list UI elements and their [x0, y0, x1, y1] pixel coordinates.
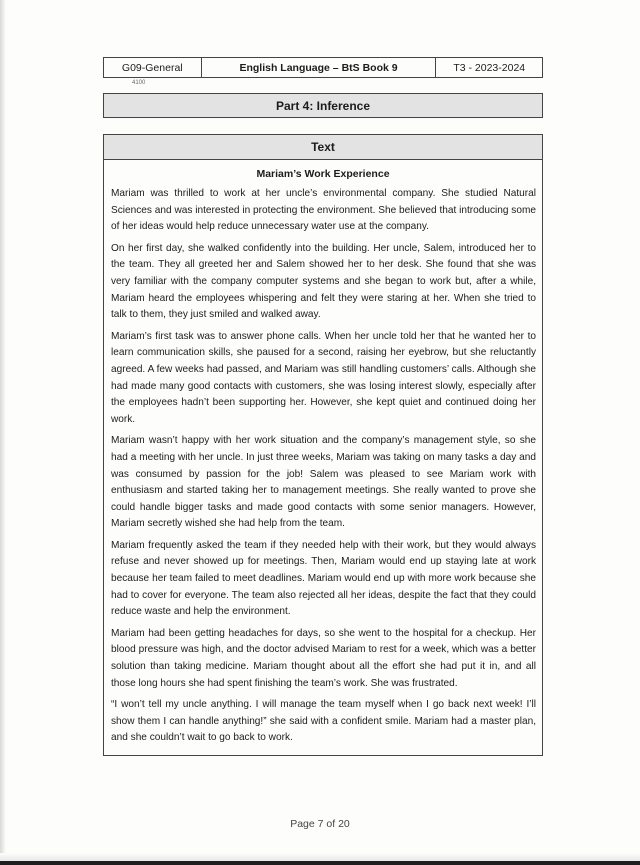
subject-label: English Language – BtS Book 9: [202, 58, 437, 77]
grade-label: G09-General: [104, 58, 202, 77]
text-heading: Text: [104, 135, 542, 160]
story-title: Mariam’s Work Experience: [256, 168, 390, 180]
text-section: [103, 134, 543, 756]
part-title: Part 4: Inference: [103, 93, 543, 118]
paragraph: Mariam had been getting headaches for days, so she went to the hospital for a checkup. Her blood pressure was high, and the doctor advised Mariam to rest for a week, which was a better solution than taking medicine. Mariam thought about all the effort she had put it in, and all those long hours she had spent finishing the team’s work. She was frustrated.: [111, 627, 536, 689]
scan-edge: [0, 0, 6, 865]
story-body: [104, 186, 542, 747]
paragraph: Mariam frequently asked the team if they needed help with their work, but they would always refuse and never showed up for meetings. Then, Mariam would end up staying late at work because her team failed to meet deadlines. Mariam would end up with more work because she had to cover for everyone. The team also rejected all her ideas, despite the fact that they could reduce waste and help the environment.: [111, 539, 536, 618]
paragraph: Mariam’s first task was to answer phone calls. When her uncle told her that he wanted her to learn communication skills, she paused for a second, raising her eyebrow, but she reluctantly agreed. A few weeks had passed, and Mariam was still handling customers’ calls. Although she had made many good contacts with customers, she was losing interest slowly, especially after the employees hadn’t been supporting her. However, she kept quiet and continued doing her work.: [111, 330, 536, 425]
page-number: Page 7 of 20: [290, 818, 350, 830]
paragraph: Mariam wasn’t happy with her work situation and the company’s management style, so she had a meeting with her uncle. In just three weeks, Mariam was taking on many tasks a day and was consumed by passion for the job! Salem was pleased to see Mariam work with enthusiasm and started taking her to management meetings. She really wanted to prove she could handle bigger tasks and made good contacts with some senior managers. However, Mariam secretly wished she had help from the team.: [111, 435, 536, 530]
paragraph: On her first day, she walked confidently into the building. Her uncle, Salem, introduced her to the team. They all greeted her and Salem showed her to her desk. She found that she was very familiar with the company computer systems and she began to work but, after a while, Mariam heard the employees whispering and felt they were staring at her. When she tried to talk to them, they just smiled and walked away.: [111, 242, 536, 321]
header-table: [103, 57, 543, 78]
paragraph: Mariam was thrilled to work at her uncle’s environmental company. She studied Natural Sciences and was interested in protecting the environment. She believed that introducing some of her ideas would help reduce unnecessary water use at the company.: [111, 188, 536, 233]
document-code: 4100: [132, 80, 146, 86]
scan-edge-bottom: [0, 853, 640, 865]
term-label: T3 - 2023-2024: [453, 61, 526, 74]
paragraph: “I won’t tell my uncle anything. I will manage the team myself when I go back next week! I’ll show them I can handle anything!” she said with a confident smile. Mariam had a master plan, and she couldn’t wait to go back to work.: [111, 699, 536, 744]
